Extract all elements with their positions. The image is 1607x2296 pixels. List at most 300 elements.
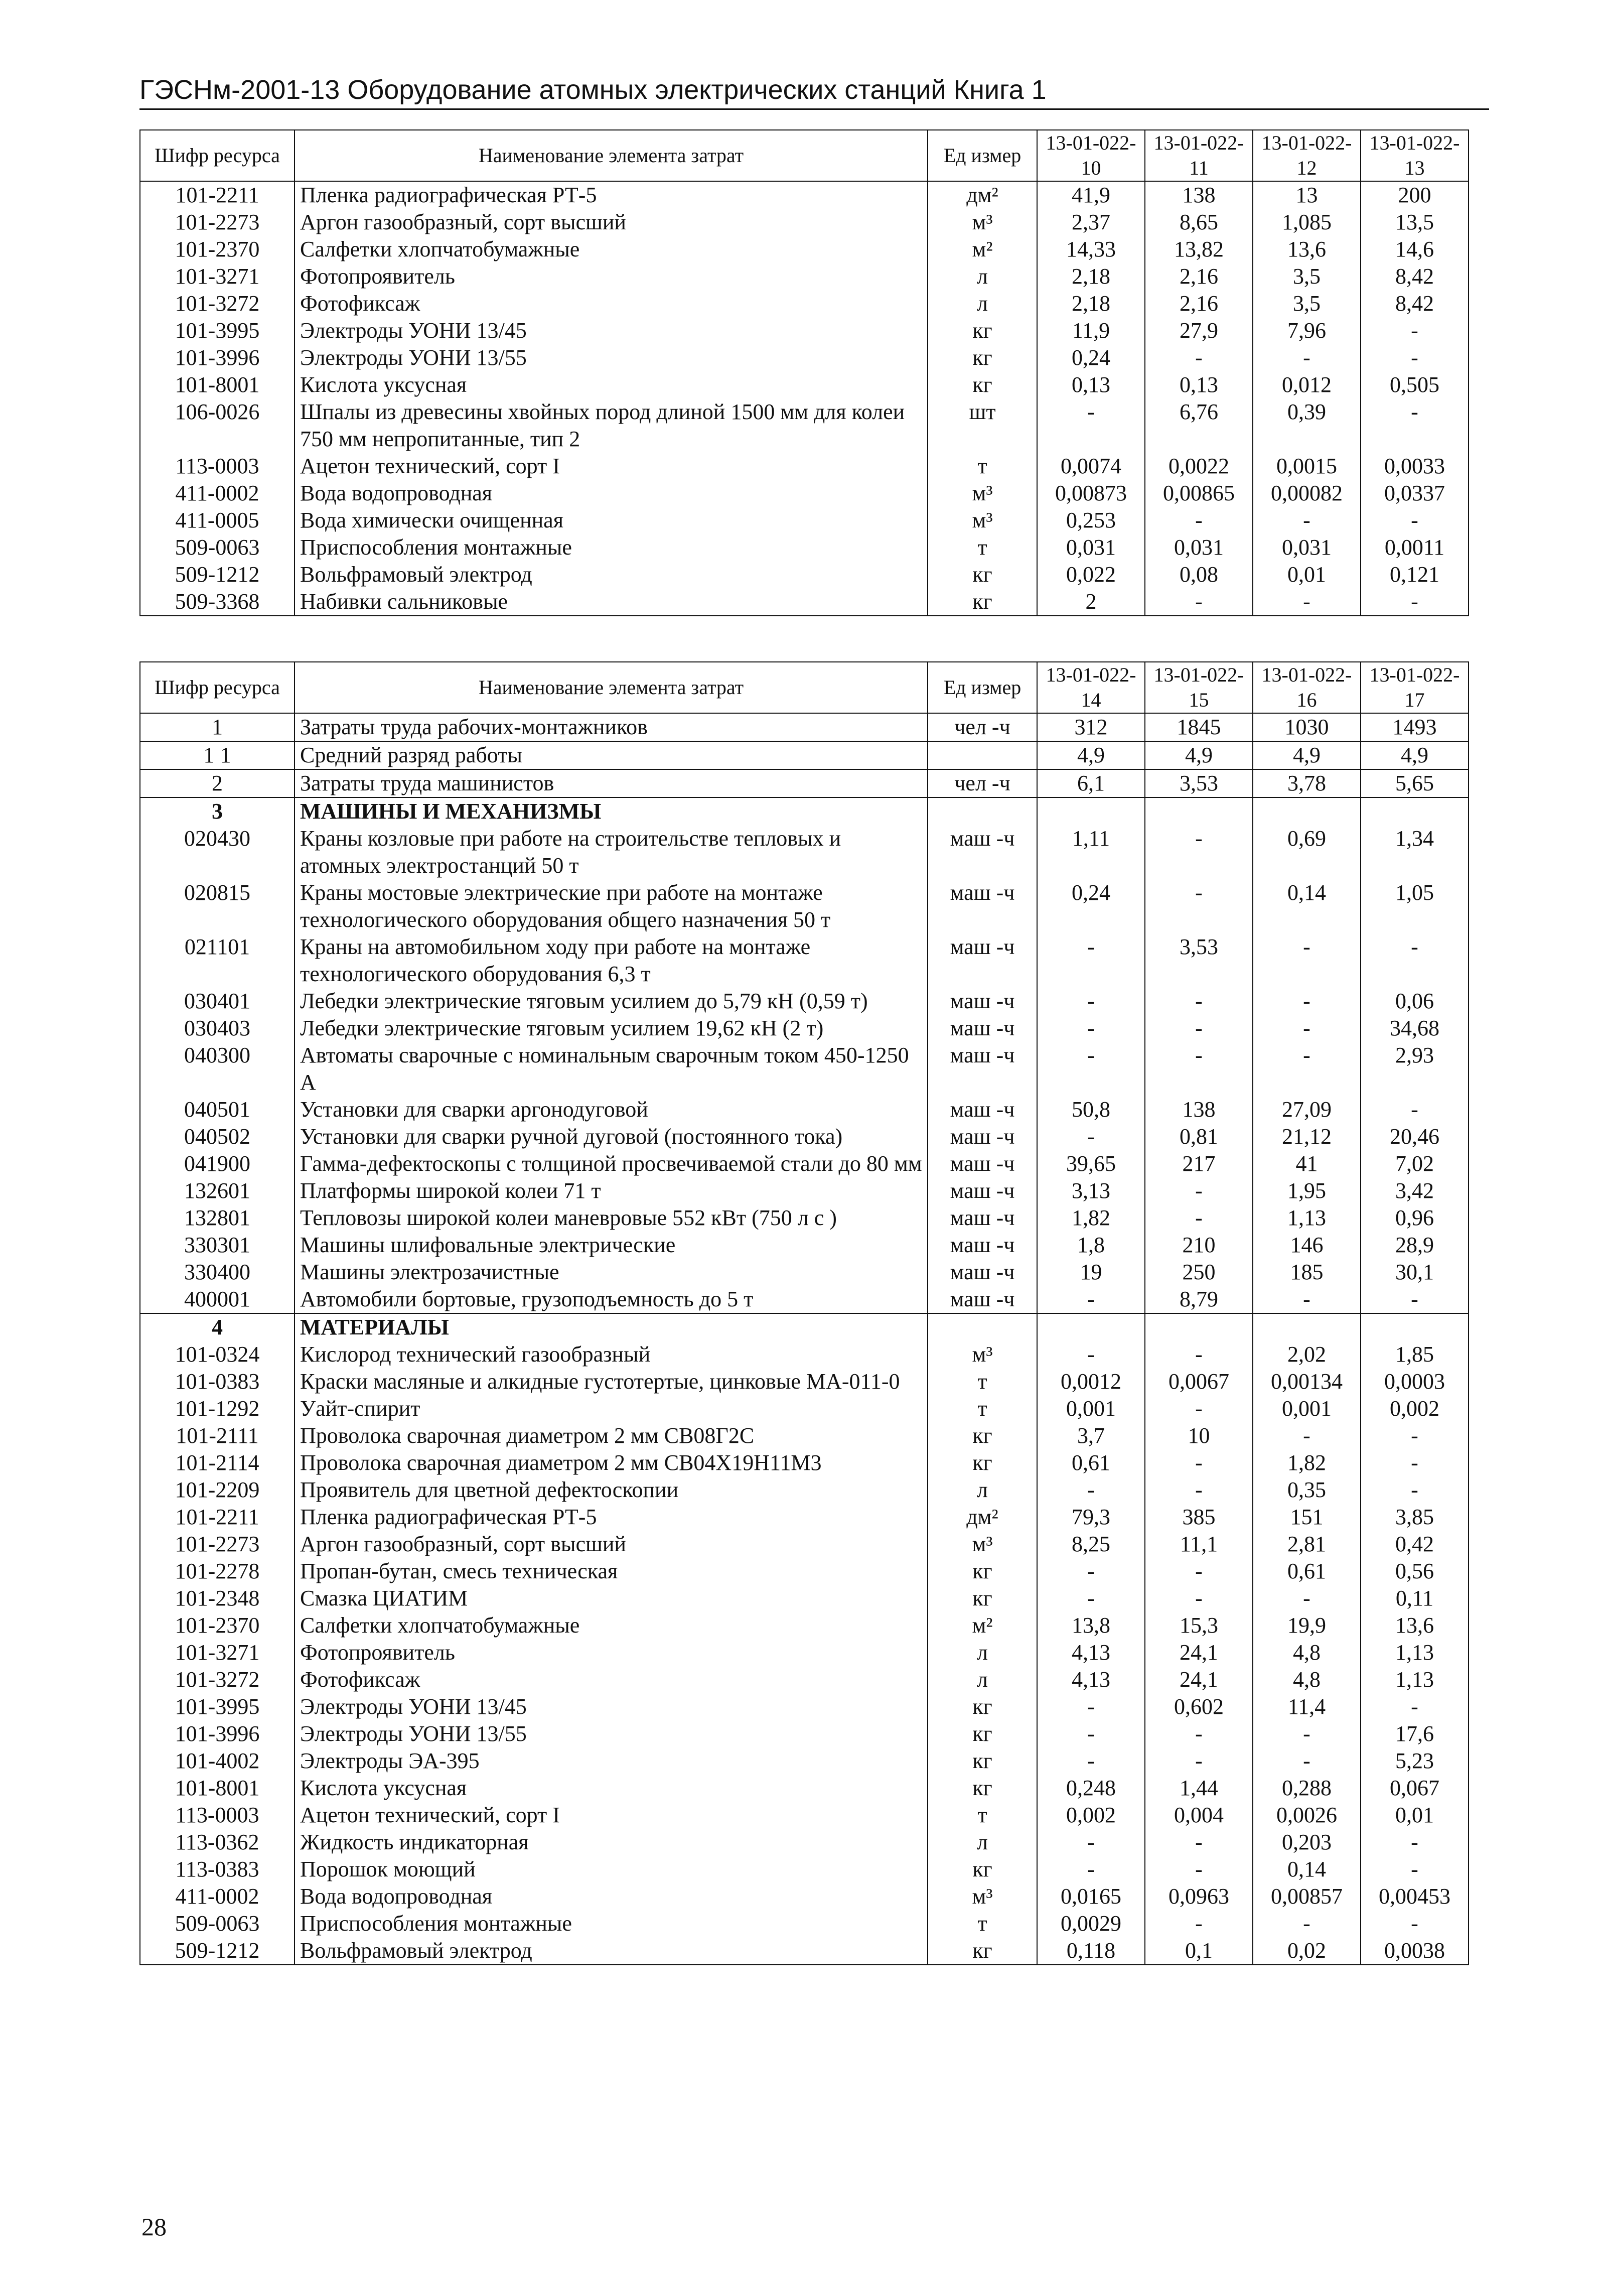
cell-value-3: 0,001 [1253,1395,1361,1422]
col-header-c1: 13-01-022-10 [1037,130,1145,181]
cell-value-4: 0,505 [1361,371,1469,398]
cell-value-4: - [1361,1286,1469,1313]
cell-value-3: - [1253,933,1361,988]
table-row [140,1259,1469,1286]
cell-code: 101-3995 [140,317,295,344]
cell-value-3: 2,02 [1253,1341,1361,1368]
cell-unit: кг [928,1693,1037,1720]
cell-value-1: 4,9 [1037,741,1145,769]
cell-value-2: 0,1 [1145,1937,1253,1965]
cell-unit: т [928,534,1037,561]
cell-value-1: 2,18 [1037,263,1145,290]
cell-name: Проволока сварочная диаметром 2 мм СВ04Х19Н11М3 [295,1449,928,1476]
table-header-row [140,130,1469,181]
cell-code: 101-2209 [140,1476,295,1504]
cell-value-1: 4,13 [1037,1639,1145,1666]
cell-value-4: 3,42 [1361,1177,1469,1204]
cell-value-2: 11,1 [1145,1531,1253,1558]
cell-value-4: 0,56 [1361,1558,1469,1585]
table-row [140,1504,1469,1531]
cell-value-2: - [1145,1341,1253,1368]
table-row [140,1341,1469,1368]
cell-name: Установки для сварки аргонодуговой [295,1096,928,1123]
cell-value-4: 5,23 [1361,1747,1469,1775]
cell-name: Краны на автомобильном ходу при работе на монтаже технологического оборудования 6,3 т [295,933,928,988]
cell-value-3: - [1253,1585,1361,1612]
cell-name: Кислород технический газообразный [295,1341,928,1368]
table-row [140,1531,1469,1558]
cell-value-2: 4,9 [1145,741,1253,769]
cell-unit: маш -ч [928,1204,1037,1232]
cell-value-1: 0,13 [1037,371,1145,398]
cell-name: Гамма-дефектоскопы с толщиной просвечиваемой стали до 80 мм [295,1150,928,1177]
cell-value-2: - [1145,1720,1253,1747]
col-header-name: Наименование элемента затрат [295,130,928,181]
cell-name: Кислота уксусная [295,1775,928,1802]
cell-value-3: 7,96 [1253,317,1361,344]
cell-value-3: 3,78 [1253,769,1361,797]
cell-value-2: 0,13 [1145,371,1253,398]
cell-value-4: 13,5 [1361,209,1469,236]
cell-name: Вольфрамовый электрод [295,1937,928,1965]
cell-value-2: - [1145,1204,1253,1232]
cell-code: 4 [140,1313,295,1341]
cell-value-4: 1,34 [1361,825,1469,879]
cell-value-2: 0,00865 [1145,480,1253,507]
table-row [140,713,1469,741]
col-header-unit: Ед измер [928,130,1037,181]
cell-value-3: 1,95 [1253,1177,1361,1204]
cell-name: Фотофиксаж [295,290,928,317]
table-row [140,1422,1469,1449]
cell-name: Средний разряд работы [295,741,928,769]
cell-unit: кг [928,1775,1037,1802]
table-row [140,1313,1469,1341]
cell-name: Тепловозы широкой колеи маневровые 552 кВт (750 л с ) [295,1204,928,1232]
cell-value-4: 0,0038 [1361,1937,1469,1965]
cell-code: 020815 [140,879,295,933]
cell-code: 101-0383 [140,1368,295,1395]
cell-value-4: - [1361,1449,1469,1476]
cell-unit: м³ [928,209,1037,236]
table-row [140,1042,1469,1096]
cell-unit: кг [928,1937,1037,1965]
table-row [140,507,1469,534]
cell-value-4: - [1361,588,1469,616]
cell-name: Лебедки электрические тяговым усилием до 5,79 кН (0,59 т) [295,988,928,1015]
cell-name: Электроды УОНИ 13/55 [295,344,928,371]
cell-unit: маш -ч [928,1259,1037,1286]
col-header-code: Шифр ресурса [140,130,295,181]
cell-value-2: 217 [1145,1150,1253,1177]
page-number: 28 [141,2213,167,2241]
cell-name: Электроды УОНИ 13/45 [295,317,928,344]
cell-code: 2 [140,769,295,797]
cell-value-4: 200 [1361,181,1469,209]
cell-unit: кг [928,1856,1037,1883]
cell-code: 101-2278 [140,1558,295,1585]
cell-value-2: 0,0067 [1145,1368,1253,1395]
cell-code: 101-3996 [140,1720,295,1747]
cell-value-2: 250 [1145,1259,1253,1286]
cell-value-4: 14,6 [1361,236,1469,263]
cell-value-1: 0,24 [1037,879,1145,933]
cell-value-2: 13,82 [1145,236,1253,263]
cell-code: 101-2114 [140,1449,295,1476]
cell-value-1 [1037,1313,1145,1341]
cell-value-2: 138 [1145,181,1253,209]
table-row [140,825,1469,879]
cell-value-1: 1,82 [1037,1204,1145,1232]
cell-value-3 [1253,1313,1361,1341]
cell-name: Фотопроявитель [295,1639,928,1666]
cell-code: 101-3995 [140,1693,295,1720]
cell-value-1: - [1037,1476,1145,1504]
cell-value-1: 0,0012 [1037,1368,1145,1395]
table-row [140,1883,1469,1910]
table-row [140,290,1469,317]
cell-value-1: - [1037,1123,1145,1150]
cell-value-3: 1030 [1253,713,1361,741]
cell-value-3: 13,6 [1253,236,1361,263]
cell-value-3: 0,203 [1253,1829,1361,1856]
cell-unit: маш -ч [928,1232,1037,1259]
cell-unit: м³ [928,507,1037,534]
cell-unit: л [928,263,1037,290]
cell-value-4: 1,85 [1361,1341,1469,1368]
table-row [140,263,1469,290]
cell-unit: л [928,290,1037,317]
cell-value-2: - [1145,1910,1253,1937]
cell-name: Затраты труда машинистов [295,769,928,797]
cell-code: 509-1212 [140,561,295,588]
table-row [140,588,1469,616]
cell-unit: л [928,1476,1037,1504]
cell-unit: маш -ч [928,988,1037,1015]
cell-value-3: 3,5 [1253,290,1361,317]
cell-code: 030403 [140,1015,295,1042]
table-row [140,1585,1469,1612]
cell-value-2: - [1145,825,1253,879]
cell-code: 101-2273 [140,209,295,236]
cell-value-3: 0,031 [1253,534,1361,561]
cell-unit: м³ [928,1883,1037,1910]
cell-value-1: 0,00873 [1037,480,1145,507]
cell-value-4 [1361,797,1469,825]
cell-value-4: - [1361,1829,1469,1856]
table-row [140,561,1469,588]
table-row [140,797,1469,825]
cell-value-2: - [1145,988,1253,1015]
cell-value-1: 3,7 [1037,1422,1145,1449]
cell-value-4: - [1361,1476,1469,1504]
cell-unit: кг [928,1449,1037,1476]
cell-value-1: 0,0165 [1037,1883,1145,1910]
cell-value-4: 0,0337 [1361,480,1469,507]
cell-value-4: 8,42 [1361,290,1469,317]
cell-value-4: 0,0033 [1361,453,1469,480]
cell-unit: маш -ч [928,1150,1037,1177]
cell-unit: т [928,1802,1037,1829]
cell-code: 400001 [140,1286,295,1313]
cell-name: Электроды УОНИ 13/45 [295,1693,928,1720]
cell-value-1: 3,13 [1037,1177,1145,1204]
cell-code: 113-0003 [140,1802,295,1829]
cell-code: 101-2211 [140,181,295,209]
cell-value-1: 0,0029 [1037,1910,1145,1937]
cell-value-3: - [1253,1286,1361,1313]
cell-value-2: - [1145,1747,1253,1775]
cell-code: 101-8001 [140,371,295,398]
cell-value-4: 5,65 [1361,769,1469,797]
cell-unit: м² [928,236,1037,263]
cell-name: Аргон газообразный, сорт высший [295,209,928,236]
table-row [140,741,1469,769]
cell-unit: т [928,1395,1037,1422]
cell-unit: маш -ч [928,879,1037,933]
cell-code: 509-0063 [140,1910,295,1937]
cell-value-3: 0,00082 [1253,480,1361,507]
cell-value-3: - [1253,1015,1361,1042]
cell-value-3: 0,00134 [1253,1368,1361,1395]
cell-value-1: - [1037,1829,1145,1856]
cell-name: Набивки сальниковые [295,588,928,616]
cell-value-4: - [1361,344,1469,371]
cell-value-2: 138 [1145,1096,1253,1123]
table-row [140,398,1469,453]
cell-name: Электроды ЭА-395 [295,1747,928,1775]
cell-name: Краски масляные и алкидные густотертые, цинковые МА-011-0 [295,1368,928,1395]
cell-value-2: - [1145,1476,1253,1504]
cell-value-2: - [1145,344,1253,371]
cell-code: 1 1 [140,741,295,769]
cell-value-1: - [1037,1720,1145,1747]
col-header-code: Шифр ресурса [140,662,295,713]
cell-unit: дм² [928,181,1037,209]
cell-unit: кг [928,344,1037,371]
cell-value-2: 3,53 [1145,769,1253,797]
cell-code: 1 [140,713,295,741]
cell-code: 040300 [140,1042,295,1096]
cell-value-3: - [1253,507,1361,534]
cell-unit: м³ [928,1341,1037,1368]
table-row [140,1232,1469,1259]
table-row [140,344,1469,371]
cell-code: 509-1212 [140,1937,295,1965]
cell-value-2: - [1145,1042,1253,1096]
table-row [140,1286,1469,1313]
cell-value-2: 0,08 [1145,561,1253,588]
cell-code: 101-3272 [140,1666,295,1693]
cell-value-2: - [1145,1585,1253,1612]
table-row [140,1476,1469,1504]
cell-value-2: 3,53 [1145,933,1253,988]
cell-code: 411-0002 [140,480,295,507]
cell-code: 101-3272 [140,290,295,317]
cell-value-1: - [1037,988,1145,1015]
cell-value-3: - [1253,1042,1361,1096]
table-header-row [140,662,1469,713]
cell-name: Аргон газообразный, сорт высший [295,1531,928,1558]
cell-value-3: 4,8 [1253,1666,1361,1693]
cell-value-4: 0,96 [1361,1204,1469,1232]
cell-value-2: 385 [1145,1504,1253,1531]
cell-unit: шт [928,398,1037,453]
cell-value-1: 1,11 [1037,825,1145,879]
cell-code: 509-0063 [140,534,295,561]
cell-unit: маш -ч [928,933,1037,988]
table-row [140,1395,1469,1422]
cell-code: 101-4002 [140,1747,295,1775]
cell-code: 113-0362 [140,1829,295,1856]
cell-value-3: 0,0015 [1253,453,1361,480]
cell-value-4: - [1361,398,1469,453]
cell-value-1: 2,37 [1037,209,1145,236]
table-row [140,1612,1469,1639]
cell-value-3: 21,12 [1253,1123,1361,1150]
cell-name: Электроды УОНИ 13/55 [295,1720,928,1747]
cell-name: Пленка радиографическая РТ-5 [295,181,928,209]
cell-value-3: 0,012 [1253,371,1361,398]
cell-value-2 [1145,797,1253,825]
cell-name: Салфетки хлопчатобумажные [295,236,928,263]
cell-name: Платформы широкой колеи 71 т [295,1177,928,1204]
cell-unit: кг [928,588,1037,616]
cell-value-4: 3,85 [1361,1504,1469,1531]
table-row [140,1720,1469,1747]
cell-value-3: 0,35 [1253,1476,1361,1504]
table-row [140,1747,1469,1775]
cell-value-4: 1,05 [1361,879,1469,933]
cell-unit: маш -ч [928,1286,1037,1313]
cell-value-1: - [1037,933,1145,988]
cell-value-1: - [1037,1585,1145,1612]
cell-code: 132801 [140,1204,295,1232]
cell-value-3: 1,085 [1253,209,1361,236]
cell-value-4: - [1361,1856,1469,1883]
cell-value-3: 41 [1253,1150,1361,1177]
cell-value-2: 1,44 [1145,1775,1253,1802]
cell-value-2: 0,004 [1145,1802,1253,1829]
cell-name: Фотопроявитель [295,263,928,290]
cell-value-4: 34,68 [1361,1015,1469,1042]
cell-value-1: 0,0074 [1037,453,1145,480]
cell-value-2: 0,0963 [1145,1883,1253,1910]
cell-value-1: 0,002 [1037,1802,1145,1829]
cell-value-4: - [1361,317,1469,344]
cell-value-3: 0,14 [1253,879,1361,933]
cell-value-2: - [1145,1558,1253,1585]
cell-value-1: - [1037,1286,1145,1313]
cell-unit: маш -ч [928,1042,1037,1096]
cell-unit: м³ [928,480,1037,507]
cell-unit: маш -ч [928,1015,1037,1042]
cell-value-3: 13 [1253,181,1361,209]
cell-value-3: 0,14 [1253,1856,1361,1883]
cell-value-2: - [1145,1829,1253,1856]
cell-value-4: 0,01 [1361,1802,1469,1829]
cell-name: Жидкость индикаторная [295,1829,928,1856]
cell-code: 101-1292 [140,1395,295,1422]
cell-code: 101-2348 [140,1585,295,1612]
cell-code: 101-3271 [140,263,295,290]
cell-value-3: 185 [1253,1259,1361,1286]
col-header-unit: Ед измер [928,662,1037,713]
cell-value-2: 0,0022 [1145,453,1253,480]
cell-value-1: - [1037,1856,1145,1883]
cell-code: 021101 [140,933,295,988]
cell-unit: т [928,1368,1037,1395]
cell-name: Лебедки электрические тяговым усилием 19,62 кН (2 т) [295,1015,928,1042]
cell-value-2: 24,1 [1145,1639,1253,1666]
cell-name: Установки для сварки ручной дуговой (постоянного тока) [295,1123,928,1150]
table-row [140,1177,1469,1204]
cell-code: 3 [140,797,295,825]
cell-value-3: 2,81 [1253,1531,1361,1558]
cell-value-1: 11,9 [1037,317,1145,344]
table-row [140,453,1469,480]
table-row [140,181,1469,209]
cell-value-4 [1361,1313,1469,1341]
cell-value-2: 24,1 [1145,1666,1253,1693]
cell-code: 411-0005 [140,507,295,534]
cell-value-4: 0,002 [1361,1395,1469,1422]
cell-value-1: 39,65 [1037,1150,1145,1177]
cell-unit: кг [928,1558,1037,1585]
cell-value-1: 0,031 [1037,534,1145,561]
cell-unit: чел -ч [928,769,1037,797]
cell-code: 509-3368 [140,588,295,616]
cell-value-2: 27,9 [1145,317,1253,344]
cell-value-3: 0,69 [1253,825,1361,879]
cell-value-2: 6,76 [1145,398,1253,453]
table-row [140,933,1469,988]
cell-name: Пленка радиографическая РТ-5 [295,1504,928,1531]
cell-name: Проволока сварочная диаметром 2 мм СВ08Г2С [295,1422,928,1449]
cell-name: Приспособления монтажные [295,534,928,561]
cell-value-1: 50,8 [1037,1096,1145,1123]
cell-code: 101-2273 [140,1531,295,1558]
cell-value-1: 0,022 [1037,561,1145,588]
cell-name: Затраты труда рабочих-монтажников [295,713,928,741]
cell-code: 101-3271 [140,1639,295,1666]
cell-value-4: 17,6 [1361,1720,1469,1747]
cell-value-2: 0,031 [1145,534,1253,561]
cell-name: Вода водопроводная [295,480,928,507]
cell-value-4: 13,6 [1361,1612,1469,1639]
cell-code: 101-2370 [140,236,295,263]
cell-name: МАШИНЫ И МЕХАНИЗМЫ [295,797,928,825]
cell-name: Ацетон технический, сорт I [295,453,928,480]
cell-value-3: - [1253,344,1361,371]
cell-value-1 [1037,797,1145,825]
cell-value-3: 0,39 [1253,398,1361,453]
table-row [140,1802,1469,1829]
cell-value-3: - [1253,1720,1361,1747]
cell-value-4: 4,9 [1361,741,1469,769]
cell-name: Уайт-спирит [295,1395,928,1422]
cell-value-3: - [1253,1910,1361,1937]
cell-value-4: 0,0003 [1361,1368,1469,1395]
cell-name: Краны козловые при работе на строительстве тепловых и атомных электростанций 50 т [295,825,928,879]
table-row [140,480,1469,507]
table-row [140,1449,1469,1476]
cell-code: 040501 [140,1096,295,1123]
cell-unit: маш -ч [928,1177,1037,1204]
cell-value-3: 151 [1253,1504,1361,1531]
cell-name: Автомобили бортовые, грузоподъемность до 5 т [295,1286,928,1313]
cell-value-2: 210 [1145,1232,1253,1259]
